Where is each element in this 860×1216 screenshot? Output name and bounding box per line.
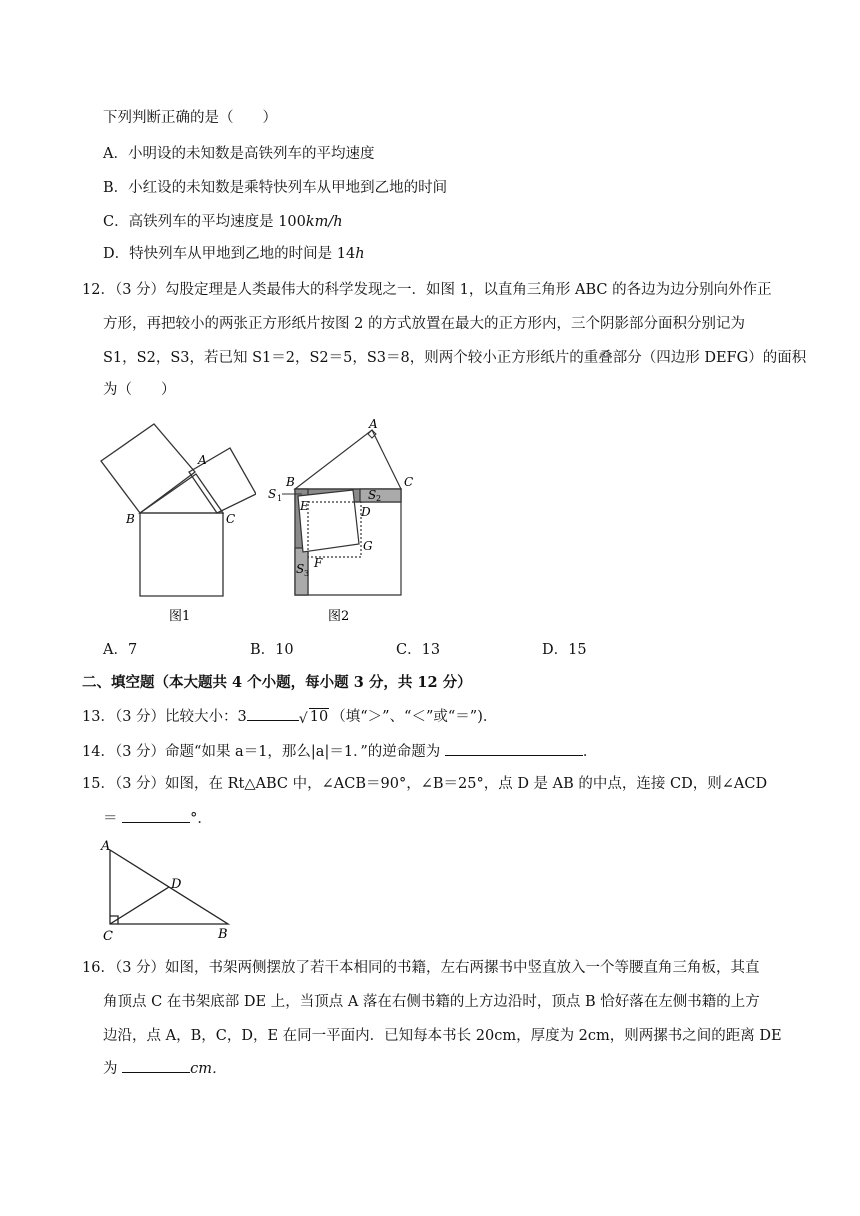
fig2-label-s3: S (296, 562, 305, 576)
q15-label-b: B (218, 927, 228, 942)
q16-line4: 为 cm． (103, 1058, 226, 1079)
fig1-caption: 图1 (169, 609, 191, 624)
fig2-label-a: A (369, 417, 378, 431)
fig2-label-b: B (286, 475, 295, 489)
q11-option-c: C．高铁列车的平均速度是 100km/h (103, 214, 343, 230)
fig2-sub-1: 1 (277, 494, 283, 503)
q16-line2: 角顶点 C 在书架底部 DE 上，当顶点 A 落在右侧书籍的上方边沿时，顶点 B 恰好落在左侧书籍的上方 (103, 994, 760, 1010)
fig1-square-ab (101, 424, 195, 513)
q12-figure-2 (262, 412, 420, 628)
fig1-triangle (140, 474, 223, 513)
q12-option-d: D．15 (542, 642, 587, 658)
q16-line3: 边沿，点 A，B，C，D，E 在同一平面内．已知每本书长 20cm，厚度为 2cm，则两摞书之间的距离 DE (103, 1028, 782, 1044)
fig2-label-s2: S (368, 488, 377, 502)
fig2-label-d: D (361, 505, 371, 519)
fig2-caption: 图2 (328, 609, 350, 624)
q11-option-b: B．小红设的未知数是乘特快列车从甲地到乙地的时间 (103, 180, 448, 196)
fig1-label-c: C (226, 512, 236, 526)
q11-option-d: D．特快列车从甲地到乙地的时间是 14h (103, 246, 365, 262)
q11-option-a: A．小明设的未知数是高铁列车的平均速度 (103, 146, 375, 162)
q12-option-a: A．7 (103, 642, 138, 658)
q16-line1: 16．（3 分）如图，书架两侧摆放了若干本相同的书籍，左右两摞书中竖直放入一个等腰直角三角板，其直 (82, 960, 760, 976)
fig2-label-c: C (404, 475, 414, 489)
q16-answer-blank (122, 1058, 190, 1073)
q14-answer-blank (445, 741, 583, 756)
fig2-sub-2: 2 (376, 494, 382, 503)
fig2-label-s1: S (268, 487, 277, 501)
q15-line2: ＝ °． (103, 808, 212, 829)
q13-sqrt: √ 10 (298, 709, 329, 727)
q12-line3: S1，S2，S3，若已知 S1＝2，S2＝5，S3＝8，则两个较小正方形纸片的重叠部分（四边形 DEFG）的面积 (103, 350, 807, 366)
q13-answer-blank (247, 706, 299, 721)
q15-label-d: D (171, 877, 182, 892)
q15-figure (98, 836, 238, 944)
q12-option-b: B．10 (250, 642, 294, 658)
q11-stem: 下列判断正确的是（ ） (103, 110, 277, 126)
q12-line1: 12．（3 分）勾股定理是人类最伟大的科学发现之一．如图 1，以直角三角形 ABC 的各边为边分别向外作正 (82, 282, 772, 298)
q12-figure-1 (96, 412, 256, 628)
fig2-sub-3: 3 (304, 569, 310, 578)
q15-label-c: C (103, 929, 113, 944)
fig1-label-a: A (198, 453, 207, 467)
q14: 14．（3 分）命题“如果 a＝1，那么|a|＝1．”的逆命题为 ． (82, 741, 597, 762)
fig2-label-f: F (314, 556, 323, 570)
q12-line4: 为（ ） (103, 382, 176, 398)
section-2-title: 二、填空题（本大题共 4 个小题，每小题 3 分，共 12 分） (82, 674, 472, 691)
q12-option-c: C．13 (396, 642, 441, 658)
fig1-label-b: B (126, 512, 135, 526)
fig2-triangle (295, 430, 401, 489)
fig1-square-bc (140, 513, 223, 596)
q13: 13．（3 分）比较大小：3 √ 10 （填“＞”、“＜”或“＝”)． (82, 706, 497, 727)
q12-line2: 方形，再把较小的两张正方形纸片按图 2 的方式放置在最大的正方形内，三个阴影部分面积分别记为 (103, 316, 745, 332)
q15-line1: 15．（3 分）如图，在 Rt△ABC 中，∠ACB＝90°，∠B＝25°，点 D 是 AB 的中点，连接 CD，则∠ACD (82, 776, 768, 792)
q15-answer-blank (122, 808, 190, 823)
q15-label-a: A (101, 839, 111, 854)
fig2-label-g: G (363, 539, 373, 553)
fig2-label-e: E (300, 499, 309, 513)
